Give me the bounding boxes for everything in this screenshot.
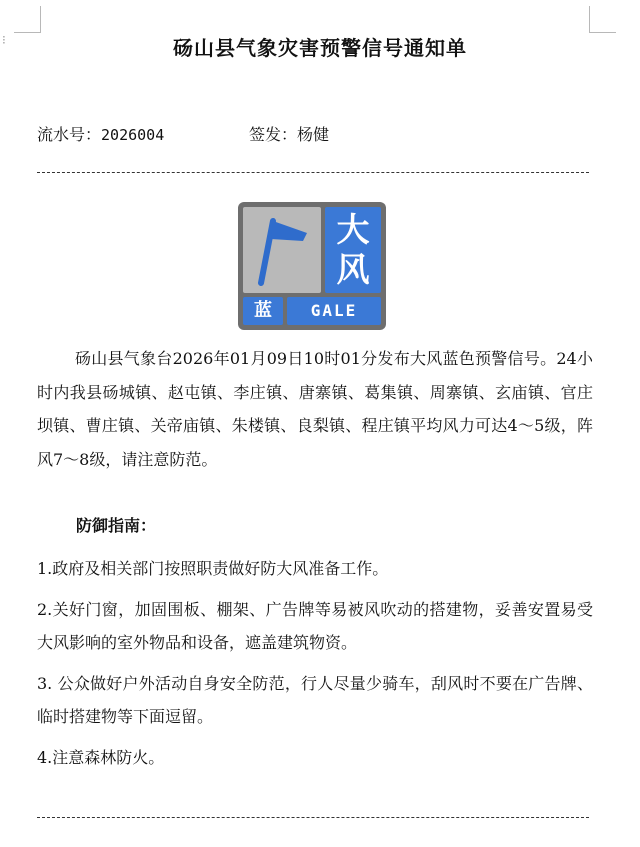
warning-char-top: 大 [336,210,370,249]
document-title: 砀山县气象灾害预警信号通知单 [173,36,467,60]
page-corner-mark [589,6,616,33]
serial-value: 2026004 [101,126,165,144]
warning-level: 蓝 [243,297,283,325]
warning-type-panel [325,207,381,293]
dashed-divider [37,817,589,818]
serial-label: 流水号： [37,125,102,144]
signer [249,122,329,145]
flag-panel [243,207,321,293]
dashed-divider [37,172,589,173]
signer-label: 签发： [249,125,298,144]
signer-value: 杨健 [297,125,330,144]
page-corner-mark [14,6,41,33]
guidance-item: 3. 公众做好户外活动自身安全防范，行人尽量少骑车，刮风时不要在广告牌、临时搭建物等下面逗留。 [37,673,593,726]
gale-warning-badge [238,202,386,330]
guidance-item: 2.关好门窗，加固围板、棚架、广告牌等易被风吹动的搭建物，妥善安置易受大风影响的室外物品和设备，遮盖建筑物资。 [37,599,593,652]
drag-handle-icon[interactable]: ⁝ [2,33,6,47]
guidance-title: 防御指南： [76,516,157,535]
notice-body [37,342,593,476]
warning-english-label: GALE [287,297,381,325]
guidance-list [37,552,593,781]
flag-icon [243,207,321,293]
guidance-item: 4.注意森林防火。 [37,747,165,767]
serial-number [37,122,164,145]
guidance-item: 1.政府及相关部门按照职责做好防大风准备工作。 [37,559,389,578]
notice-paragraph: 砀山县气象台2026年01月09日10时01分发布大风蓝色预警信号。24小时内我县砀城镇、赵屯镇、李庄镇、唐寨镇、葛集镇、周寨镇、玄庙镇、官庄坝镇、曹庄镇、关帝庙镇、朱楼镇、良梨镇、程庄镇平均风力可达4～5级，阵风7～8级，请注意防范。 [37,349,593,469]
warning-char-bottom: 风 [336,250,370,289]
